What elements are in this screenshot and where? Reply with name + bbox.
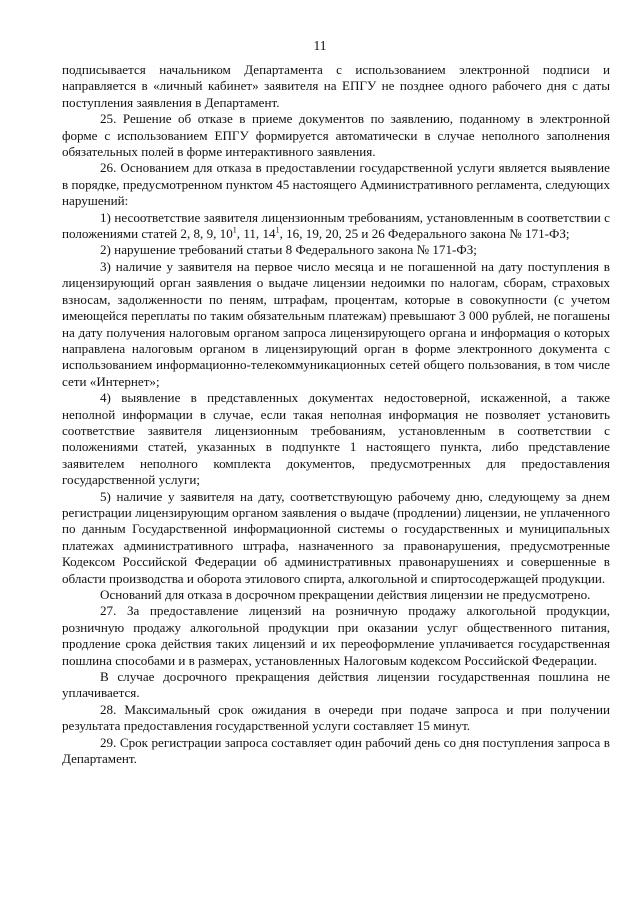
paragraph: 28. Максимальный срок ожидания в очереди при подаче запроса и при получении результата предоставления государственной услуги составляет 15 минут.: [62, 701, 610, 734]
paragraph: 2) нарушение требований статьи 8 Федерального закона № 171-ФЗ;: [100, 242, 477, 258]
paragraph: 4) выявление в представленных документах недостоверной, искаженной, а также неполной информации в случае, если такая неполная информация не позволяет установить соответствие заявителя лицензионным требованиям, установленным в соответствии с положениями статей, указанных в подпункте 1 настоящего пункта, либо представление заявителем неполного комплекта документов, предусмотренных для предоставления государственной услуги;: [62, 390, 610, 488]
paragraph: 26. Основанием для отказа в предоставлении государственной услуги является выявление в порядке, предусмотренном пунктом 45 настоящего Административного регламента, следующих нарушений:: [62, 160, 610, 209]
text-run: , 11, 14: [236, 226, 276, 242]
text-run: 1) несоответствие заявителя лицензионным требованиям, установленным в соответствии с положениями статей 2, 8, 9, 10: [62, 209, 610, 242]
paragraph: [62, 210, 610, 243]
paragraph: 5) наличие у заявителя на дату, соответствующую рабочему дню, следующему за днем регистрации лицензирующим органом заявления о выдаче (продлении) лицензии, не уплаченного по данным Государственной информационной системы о государственных и муниципальных платежах административного штрафа, назначенного за правонарушения, предусмотренные Кодексом Российской Федерации об административных правонарушениях и совершенные в области производства и оборота этилового спирта, алкогольной и спиртосодержащей продукции.: [62, 488, 610, 586]
document-body: [62, 62, 610, 767]
paragraph: В случае досрочного прекращения действия лицензии государственная пошлина не уплачивается.: [62, 669, 610, 701]
superscript: 1: [232, 225, 237, 235]
paragraph: 3) наличие у заявителя на первое число месяца и не погашенной на дату поступления в лицензирующий орган заявления о выдаче лицензии недоимки по налогам, сборам, страховых взносам, задолженности по пеням, штрафам, процентам, которые в совокупности (с учетом имеющейся переплаты по таким обязательным платежам) превышают 3 000 рублей, не погашены на дату получения налоговым органом запроса лицензирующего органа и информация о которых направлена налоговым органом в лицензирующий орган в форме электронного документа с использованием информационно-телекоммуникационных сетей общего пользования, в том числе сети «Интернет»;: [62, 258, 610, 389]
paragraph: 29. Срок регистрации запроса составляет один рабочий день со дня поступления запроса в Департамент.: [62, 734, 610, 767]
paragraph: Оснований для отказа в досрочном прекращении действия лицензии не предусмотрено.: [100, 587, 591, 602]
text-run: , 16, 19, 20, 25 и 26 Федерального закона № 171-ФЗ;: [279, 226, 570, 242]
page-number: 11: [313, 38, 327, 53]
paragraph: подписывается начальником Департамента с использованием электронной подписи и направляется в «личный кабинет» заявителя на ЕПГУ не позднее одного рабочего дня с даты поступления заявления в Департамент.: [62, 62, 610, 110]
paragraph: 27. За предоставление лицензий на розничную продажу алкогольной продукции, розничную продажу алкогольной продукции при оказании услуг общественного питания, продление срока действия таких лицензий и их переоформление уплачивается государственная пошлина способами и в размерах, установленных Налоговым кодексом Российской Федерации.: [62, 603, 610, 668]
superscript: 1: [275, 225, 280, 235]
paragraph: 25. Решение об отказе в приеме документов по заявлению, поданному в электронной форме с использованием ЕПГУ формируется автоматически в случае неполного заполнения обязательных полей в форме интерактивного заявления.: [62, 111, 610, 160]
